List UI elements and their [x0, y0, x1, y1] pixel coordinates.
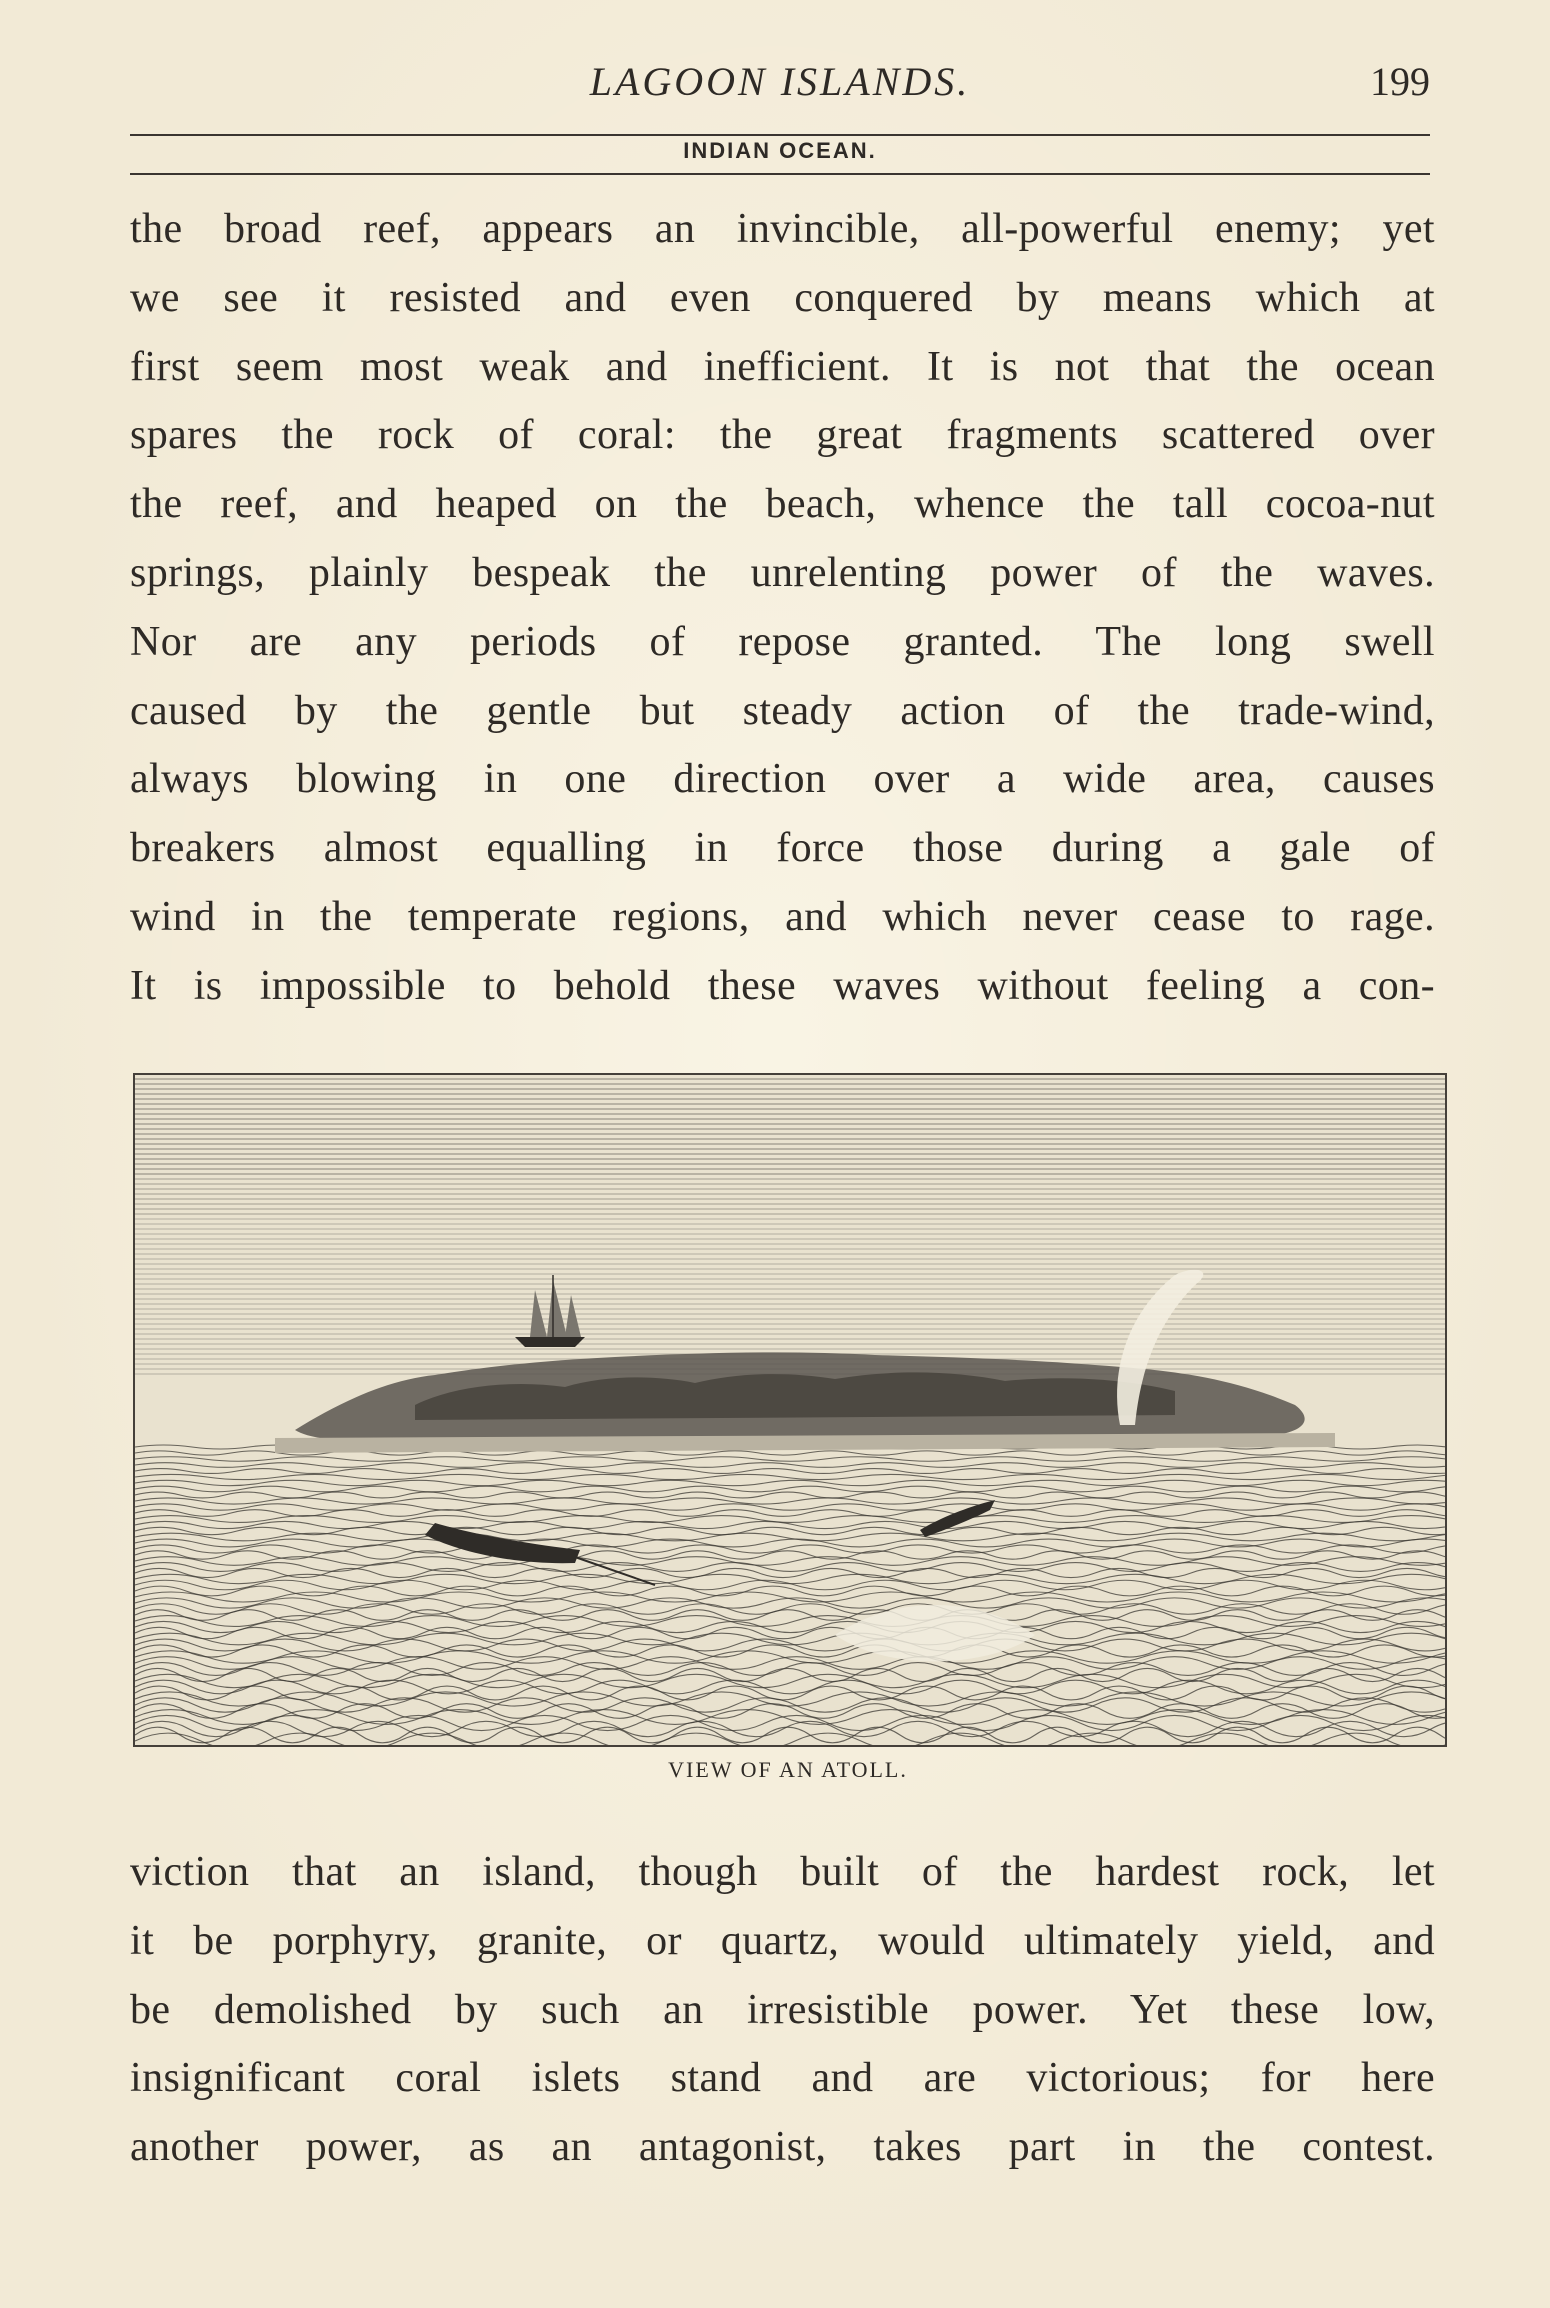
text-line: viction that an island, though built of the hardest rock, let [130, 1849, 1435, 1895]
text-line: caused by the gentle but steady action of the trade-wind, [130, 687, 1435, 734]
text-line: another power, as an antagonist, takes part in the contest. [130, 2124, 1435, 2171]
page-number: 199 [1370, 59, 1430, 104]
text-line: the reef, and heaped on the beach, whence the tall cocoa-nut [130, 481, 1435, 528]
text-line: be demolished by such an irresistible power. Yet these low, [130, 1986, 1435, 2033]
sea-hatching [135, 1445, 1445, 1745]
text-line: it be porphyry, granite, or quartz, would ultimately yield, and [130, 1917, 1435, 1964]
running-title: LAGOON ISLANDS. [589, 59, 971, 104]
sky-hatching [135, 1079, 1445, 1374]
text-line: we see it resisted and even conquered by means which at [130, 274, 1435, 321]
text-line: spares the rock of coral: the great fragments scattered over [130, 412, 1435, 459]
text-line: breakers almost equalling in force those during a gale of [130, 825, 1435, 872]
atoll-illustration [135, 1075, 1445, 1745]
text-line: Nor are any periods of repose granted. The long swell [130, 618, 1435, 665]
text-line: first seem most weak and inefficient. It is not that the ocean [130, 343, 1435, 390]
figure-caption: VIEW OF AN ATOLL. [668, 1757, 908, 1782]
text-line: It is impossible to behold these waves without feeling a con- [130, 962, 1435, 1009]
section-heading: INDIAN OCEAN. [683, 138, 877, 163]
paragraph-after-figure [130, 1838, 1435, 2182]
rowboat-right [920, 1500, 995, 1537]
text-line: wind in the temperate regions, and which never cease to rage. [130, 893, 1435, 940]
text-line: springs, plainly bespeak the unrelenting power of the waves. [130, 549, 1435, 596]
ship-icon [515, 1275, 585, 1347]
text-line: insignificant coral islets stand and are victorious; for here [130, 2055, 1435, 2102]
header-rule-top [130, 134, 1430, 136]
running-head [130, 58, 1430, 108]
text-line: the broad reef, appears an invincible, all-powerful enemy; yet [130, 206, 1435, 252]
atoll-island [275, 1352, 1335, 1453]
header-rule-bottom [130, 173, 1430, 175]
atoll-engraving [133, 1073, 1447, 1747]
text-line: always blowing in one direction over a wide area, causes [130, 756, 1435, 803]
paragraph-before-figure [130, 195, 1435, 1021]
